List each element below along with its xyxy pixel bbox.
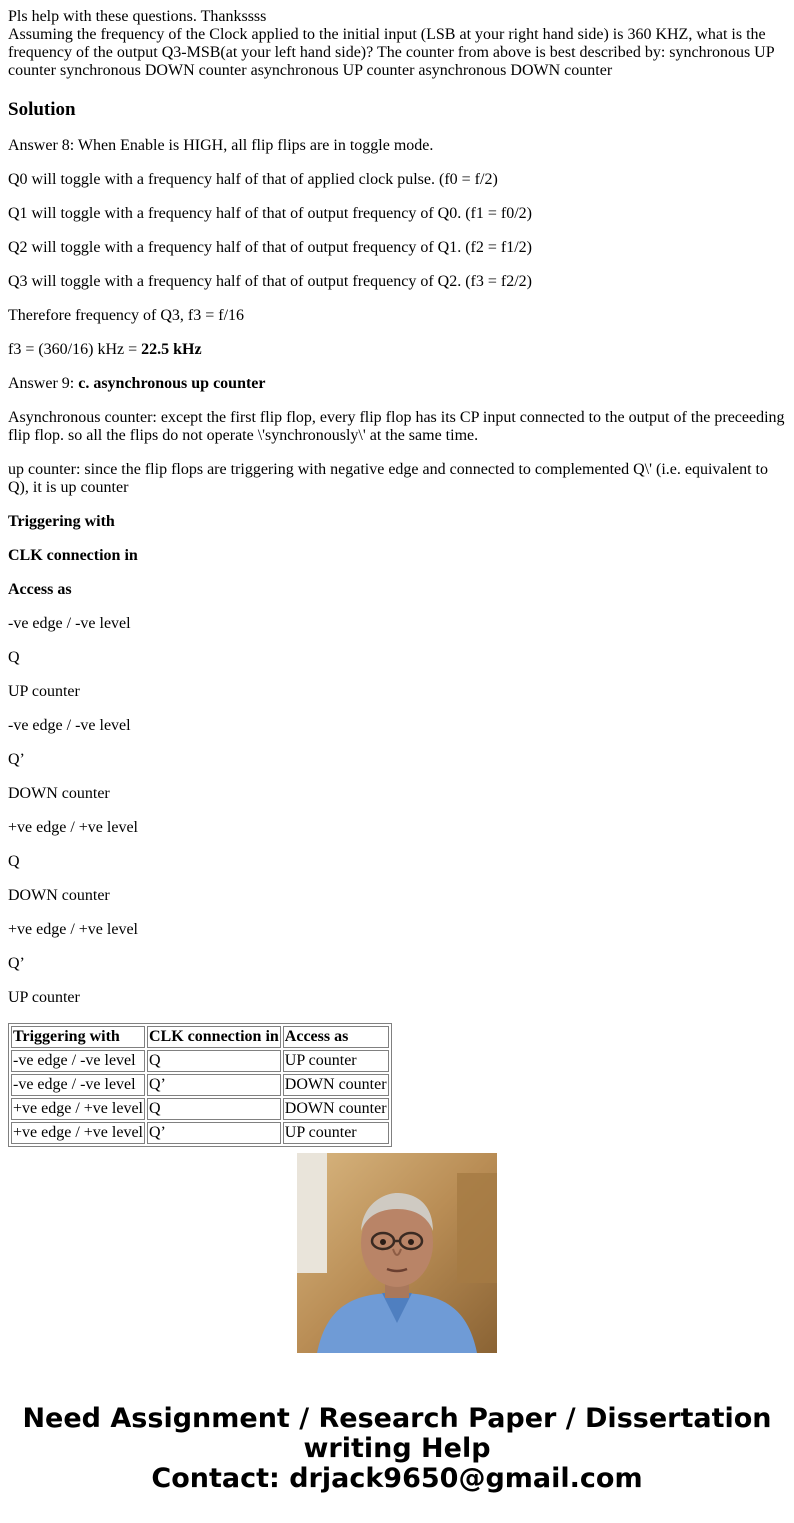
answer8-q3: Q3 will toggle with a frequency half of that of output frequency of Q2. (f3 = f2/2): [8, 273, 532, 290]
answer8-intro: Answer 8: When Enable is HIGH, all flip flips are in toggle mode.: [8, 137, 434, 154]
answer9-answer: c. asynchronous up counter: [78, 375, 266, 392]
counter-table-wrapper: [8, 1023, 786, 1141]
table-row: [11, 1098, 389, 1120]
counter-table: [8, 1023, 392, 1147]
answer9-up-explanation: up counter: since the flip flops are triggering with negative edge and connected to complemented Q\' (i.e. equivalent to Q), it is up counter: [8, 461, 768, 496]
flat-row2-access: DOWN counter: [8, 785, 110, 802]
avatar-portrait: [297, 1153, 497, 1353]
solution-heading: Solution: [8, 99, 76, 120]
flat-header-triggering-text: Triggering with: [8, 513, 115, 530]
answer8-calc-result: 22.5 kHz: [141, 341, 202, 358]
table-cell: +ve edge / +ve level: [11, 1122, 145, 1144]
flat-header-access-text: Access as: [8, 581, 72, 598]
table-row: [11, 1050, 389, 1072]
answer9-prefix: Answer 9:: [8, 375, 79, 392]
table-header-row: [11, 1026, 389, 1048]
flat-row3-trigger: +ve edge / +ve level: [8, 819, 138, 836]
table-cell: -ve edge / -ve level: [11, 1050, 145, 1072]
footer-line-2: writing Help: [303, 1433, 491, 1464]
table-cell: Q: [147, 1050, 281, 1072]
flat-row4-trigger: +ve edge / +ve level: [8, 921, 138, 938]
table-row: [11, 1122, 389, 1144]
table-cell: Q’: [147, 1122, 281, 1144]
answer8-calc-prefix: f3 = (360/16) kHz =: [8, 341, 142, 358]
flat-row1-clk: Q: [8, 649, 20, 666]
table-row: [11, 1074, 389, 1096]
table-header-cell: Access as: [283, 1026, 389, 1048]
flat-header-access: [8, 581, 786, 599]
flat-row2-trigger: -ve edge / -ve level: [8, 717, 131, 734]
table-cell: Q: [147, 1098, 281, 1120]
table-header-cell: CLK connection in: [147, 1026, 281, 1048]
table-cell: UP counter: [283, 1122, 389, 1144]
flat-row4-clk: Q’: [8, 955, 25, 972]
question-text: Assuming the frequency of the Clock applied to the initial input (LSB at your right hand side) is 360 KHZ, what is the frequency of the output Q3-MSB(at your left hand side)? The counter from above is best described by: synchronous UP counter synchronous DOWN counter asynchronous UP counter asynchronous DOWN counter: [8, 26, 775, 79]
flat-header-clk-text: CLK connection in: [8, 547, 138, 564]
footer-line-1: Need Assignment / Research Paper / Dissertation: [22, 1403, 772, 1434]
footer-contact: Contact: drjack9650@gmail.com: [151, 1463, 643, 1494]
answer8-q1: Q1 will toggle with a frequency half of that of output frequency of Q0. (f1 = f0/2): [8, 205, 532, 222]
page-content: [8, 8, 786, 1141]
question-greeting: Pls help with these questions. Thankssss: [8, 8, 267, 25]
table-cell: +ve edge / +ve level: [11, 1098, 145, 1120]
table-cell: DOWN counter: [283, 1074, 389, 1096]
flat-row1-trigger: -ve edge / -ve level: [8, 615, 131, 632]
flat-row3-access: DOWN counter: [8, 887, 110, 904]
flat-header-triggering: [8, 513, 786, 531]
table-header-cell: Triggering with: [11, 1026, 145, 1048]
table-cell: UP counter: [283, 1050, 389, 1072]
answer8-q0: Q0 will toggle with a frequency half of that of applied clock pulse. (f0 = f/2): [8, 171, 498, 188]
answer8-calc: [8, 341, 786, 359]
footer-banner: [0, 1404, 794, 1494]
table-cell: Q’: [147, 1074, 281, 1096]
table-cell: DOWN counter: [283, 1098, 389, 1120]
answer9-async-explanation: Asynchronous counter: except the first flip flop, every flip flop has its CP input connected to the output of the preceeding flip flop. so all the flips do not operate \'synchronously\' at the same time.: [8, 409, 785, 444]
answer9: [8, 375, 786, 393]
flat-header-clk: [8, 547, 786, 565]
author-avatar: [297, 1153, 497, 1353]
answer8-therefore: Therefore frequency of Q3, f3 = f/16: [8, 307, 245, 324]
flat-row4-access: UP counter: [8, 989, 80, 1006]
table-cell: -ve edge / -ve level: [11, 1074, 145, 1096]
flat-row1-access: UP counter: [8, 683, 80, 700]
question-block: [8, 8, 786, 80]
answer8-q2: Q2 will toggle with a frequency half of that of output frequency of Q1. (f2 = f1/2): [8, 239, 532, 256]
flat-row2-clk: Q’: [8, 751, 25, 768]
flat-row3-clk: Q: [8, 853, 20, 870]
answer-block: [8, 137, 786, 1007]
